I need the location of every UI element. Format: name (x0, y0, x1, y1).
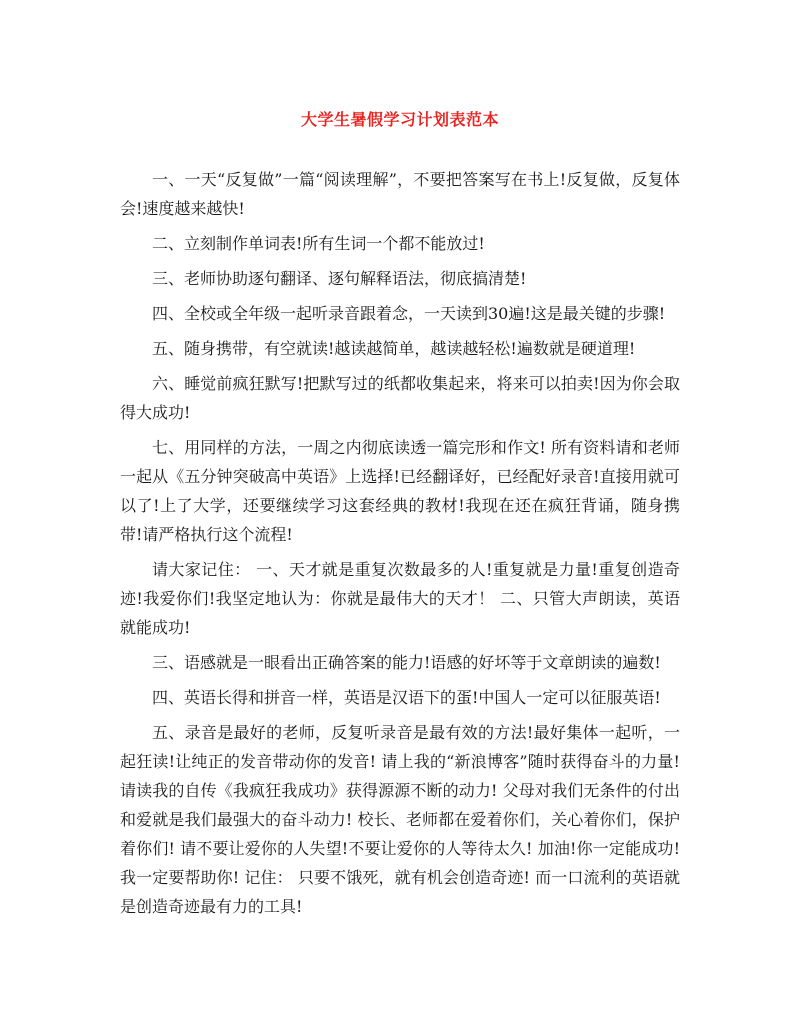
paragraph-5: 五、随身携带，有空就读!越读越简单，越读越轻松!遍数就是硬道理! (152, 339, 636, 358)
paragraph-3: 三、老师协助逐句翻译、逐句解释语法，彻底搞清楚! (152, 269, 527, 288)
paragraph-10: 四、英语长得和拼音一样，英语是汉语下的蛋!中国人一定可以征服英语! (152, 688, 661, 707)
paragraph-7: 七、用同样的方法，一周之内彻底读透一篇完形和作文! 所有资料请和老师一起从《五分钟突破高中英语》上选择!已经翻译好，已经配好录音!直接用就可以了!上了大学，还要继续学习这套经典的教材!我现在还在疯狂背诵，随身携带!请严格执行这个流程! (120, 438, 680, 544)
paragraph-6: 六、睡觉前疯狂默写!把默写过的纸都收集起来，将来可以拍卖!因为你会取得大成功! (120, 374, 680, 422)
paragraph-4: 四、全校或全年级一起听录音跟着念，一天读到30遍!这是最关键的步骤! (152, 304, 666, 323)
document-body (120, 165, 680, 927)
document-title: 大学生暑假学习计划表范本 (300, 110, 499, 129)
paragraph-8: 请大家记住： 一、天才就是重复次数最多的人!重复就是力量!重复创造奇迹!我爱你们!我坚定地认为：你就是最伟大的天才！ 二、只管大声朗读，英语就能成功! (120, 560, 680, 637)
paragraph-9: 三、语感就是一眼看出正确答案的能力!语感的好坏等于文章朗读的遍数! (152, 653, 661, 672)
paragraph-11: 五、录音是最好的老师，反复听录音是最有效的方法!最好集体一起听，一起狂读!让纯正的发音带动你的发音! 请上我的“新浪博客”随时获得奋斗的力量! 请读我的自传《我疯狂我成功》获得源源不断的动力! 父母对我们无条件的付出和爱就是我们最强大的奋斗动力! 校长、老师都在爱着你们，关心着你们，保护着你们! 请不要让爱你的人失望!不要让爱你的人等待太久! 加油!你一定能成功! 我一定要帮助你! 记住： 只要不饿死，就有机会创造奇迹! 而一口流利的英语就是创造奇迹最有力的工具! (120, 723, 680, 916)
paragraph-1: 一、一天“反复做”一篇“阅读理解”，不要把答案写在书上!反复做，反复体会!速度越来越快! (120, 170, 680, 218)
paragraph-2: 二、立刻制作单词表!所有生词一个都不能放过! (152, 234, 485, 253)
